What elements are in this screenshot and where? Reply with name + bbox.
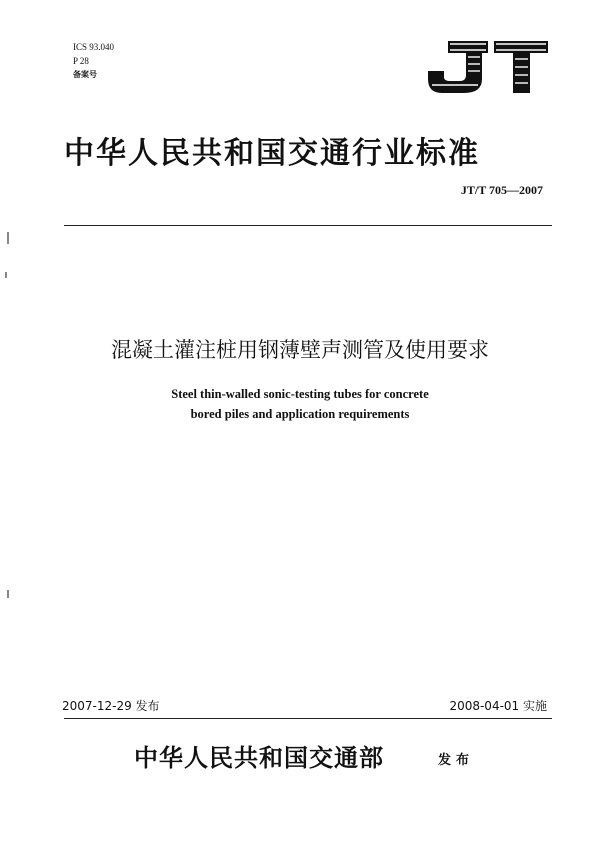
issue-date: 2007-12-29 发布 — [62, 699, 160, 713]
bottom-divider — [64, 718, 552, 719]
jt-logo-letter-t — [494, 41, 548, 93]
ics-code: ICS 93.040 — [73, 42, 115, 52]
publisher-name: 中华人民共和国交通部 — [134, 743, 384, 772]
document-title-english — [0, 384, 600, 424]
implementation-date: 2008-04-01 实施 — [449, 699, 547, 713]
standard-title: 中华人民共和国交通行业标准 — [64, 136, 480, 171]
english-title-line-2: bored piles and application requirements — [190, 407, 410, 421]
jt-logo — [426, 37, 551, 95]
english-title-line-1: Steel thin-walled sonic-testing tubes for concrete — [171, 387, 429, 401]
jt-logo-letter-j — [428, 41, 488, 93]
standard-number: JT/T 705—2007 — [460, 183, 543, 197]
record-number-label: 备案号 — [73, 70, 97, 79]
classification-block — [73, 40, 114, 82]
scan-mark-3 — [7, 590, 9, 598]
publish-label: 发布 — [438, 753, 475, 768]
scan-mark-1 — [7, 232, 9, 244]
scan-mark-2 — [5, 272, 7, 278]
document-title-chinese: 混凝土灌注桩用钢薄壁声测管及使用要求 — [111, 338, 489, 362]
top-divider — [64, 225, 552, 226]
class-code: P 28 — [73, 56, 89, 66]
